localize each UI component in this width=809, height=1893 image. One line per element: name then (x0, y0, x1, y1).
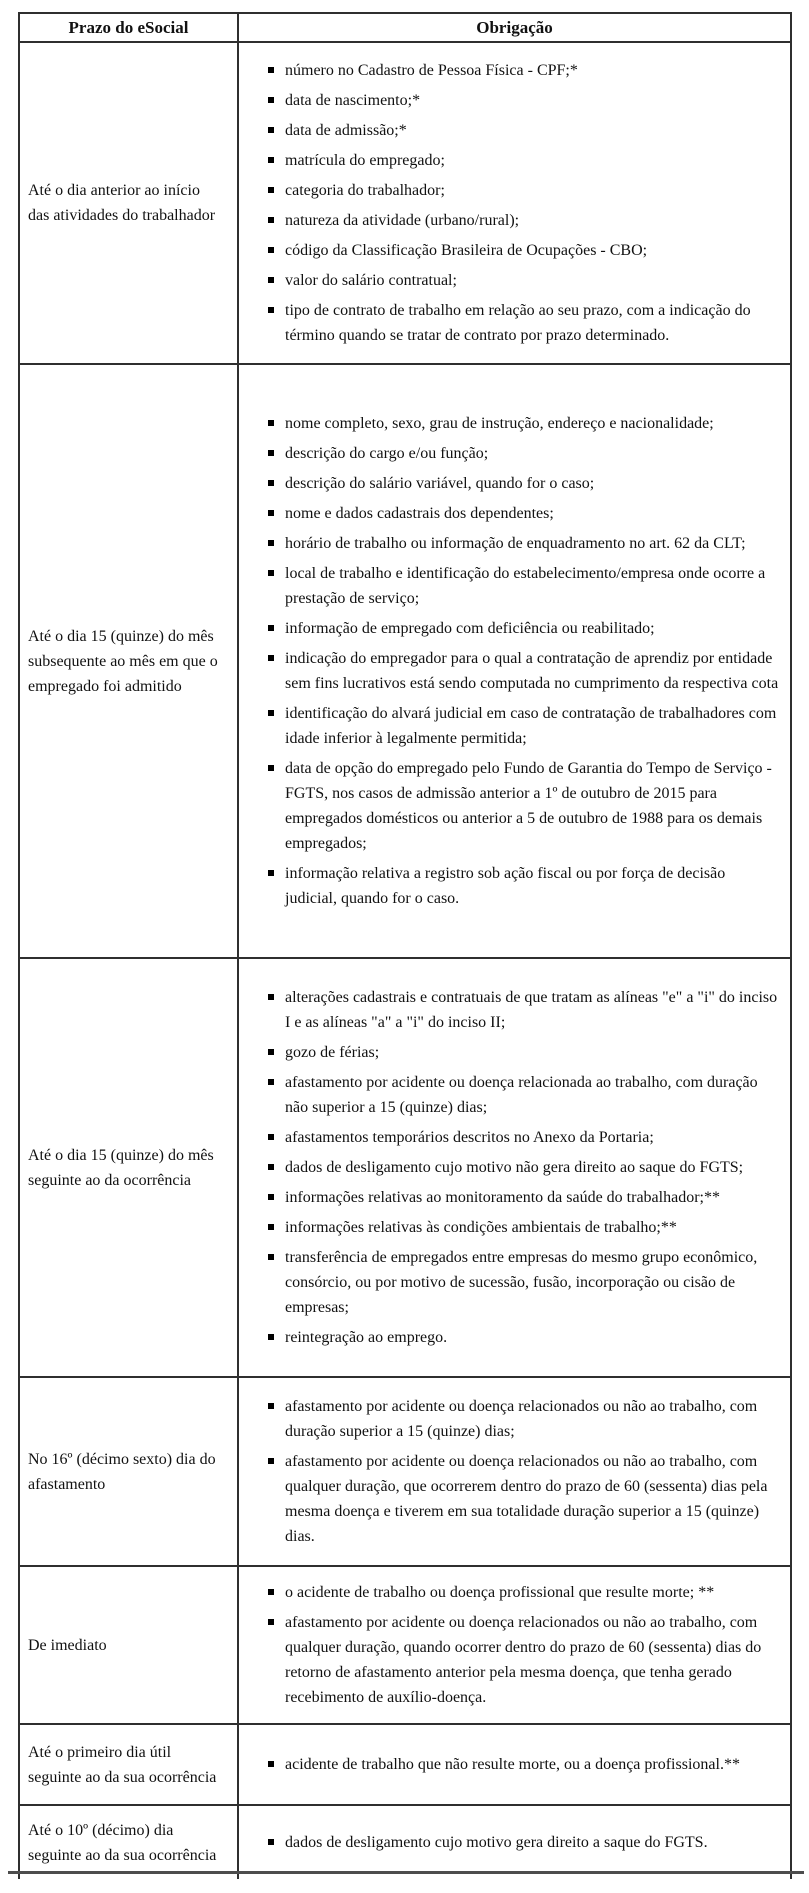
prazo-cell (20, 43, 239, 363)
bullet-square-icon (268, 157, 274, 163)
obrigacao-item-text: indicação do empregador para o qual a contratação de aprendiz por entidade sem fins lucrativos está sendo computada no cumprimento da respectiva cota (285, 650, 779, 692)
obrigacao-item-text: o acidente de trabalho ou doença profissional que resulte morte; ** (285, 1584, 715, 1601)
obrigacao-item (239, 501, 781, 526)
obrigacao-cell (239, 959, 790, 1376)
obrigacao-item-text: informação relativa a registro sob ação fiscal ou por força de decisão judicial, quando for o caso. (285, 865, 726, 907)
bullet-square-icon (268, 97, 274, 103)
table-row (20, 1804, 790, 1879)
obrigacao-item-text: natureza da atividade (urbano/rural); (285, 212, 520, 229)
bullet-square-icon (268, 1079, 274, 1085)
obrigacao-item-text: data de nascimento;* (285, 92, 421, 109)
bullet-square-icon (268, 420, 274, 426)
bullet-square-icon (268, 655, 274, 661)
obrigacao-cell (239, 1567, 790, 1723)
obrigacao-item-text: afastamentos temporários descritos no Anexo da Portaria; (285, 1129, 654, 1146)
obrigacao-cell (239, 1806, 790, 1879)
table-row (20, 41, 790, 363)
obrigacao-cell (239, 1378, 790, 1565)
obrigacao-item (239, 298, 781, 348)
obrigacao-item-text: categoria do trabalhador; (285, 182, 445, 199)
obrigacao-item-text: reintegração ao emprego. (285, 1329, 448, 1346)
bullet-square-icon (268, 1194, 274, 1200)
obrigacao-item (239, 178, 781, 203)
obrigacao-item (239, 616, 781, 641)
page-bottom-rule (8, 1871, 804, 1874)
obrigacao-item (239, 646, 781, 696)
bullet-square-icon (268, 1334, 274, 1340)
obrigacao-item-text: nome completo, sexo, grau de instrução, endereço e nacionalidade; (285, 415, 714, 432)
table-row (20, 363, 790, 957)
obrigacao-item (239, 1830, 781, 1855)
obrigacao-item (239, 1752, 781, 1777)
obrigacao-item-text: nome e dados cadastrais dos dependentes; (285, 505, 554, 522)
obrigacao-item-text: dados de desligamento cujo motivo não gera direito ao saque do FGTS; (285, 1159, 744, 1176)
bullet-square-icon (268, 1254, 274, 1260)
obrigacao-list (239, 411, 781, 911)
obrigacao-item (239, 1610, 781, 1710)
obrigacao-item-text: afastamento por acidente ou doença relacionados ou não ao trabalho, com duração superior a 15 (quinze) dias; (285, 1398, 758, 1440)
prazo-text: No 16º (décimo sexto) dia do afastamento (28, 1450, 216, 1493)
obrigacao-item-text: matrícula do empregado; (285, 152, 445, 169)
obrigacao-item-text: descrição do salário variável, quando for o caso; (285, 475, 595, 492)
obrigacao-item (239, 58, 781, 83)
obrigacao-item (239, 531, 781, 556)
obrigacao-item-text: alterações cadastrais e contratuais de que tratam as alíneas "e" a "i" do inciso I e as alíneas "a" a "i" do inciso II; (285, 989, 778, 1031)
obrigacao-item-text: gozo de férias; (285, 1044, 380, 1061)
obrigacao-item (239, 1185, 781, 1210)
obrigacao-item (239, 88, 781, 113)
column-header-obrigacao-label: Obrigação (476, 18, 553, 37)
obrigacao-item-text: acidente de trabalho que não resulte morte, ou a doença profissional.** (285, 1756, 740, 1773)
column-header-prazo-label: Prazo do eSocial (68, 18, 189, 37)
bullet-square-icon (268, 510, 274, 516)
bullet-square-icon (268, 450, 274, 456)
obrigacao-item (239, 1325, 781, 1350)
bullet-square-icon (268, 247, 274, 253)
obrigacao-list (239, 1580, 781, 1710)
bullet-square-icon (268, 870, 274, 876)
table-body (20, 41, 790, 1879)
prazo-text: Até o primeiro dia útil seguinte ao da sua ocorrência (28, 1743, 217, 1786)
table-row (20, 1565, 790, 1723)
prazo-text: De imediato (28, 1636, 107, 1654)
obrigacao-item-text: número no Cadastro de Pessoa Física - CPF;* (285, 62, 578, 79)
bullet-square-icon (268, 307, 274, 313)
table-row (20, 957, 790, 1376)
bullet-square-icon (268, 1224, 274, 1230)
bullet-square-icon (268, 1589, 274, 1595)
obrigacao-item (239, 756, 781, 856)
prazo-cell (20, 1567, 239, 1723)
prazo-text: Até o dia 15 (quinze) do mês subsequente ao mês em que o empregado foi admitido (28, 627, 218, 695)
obrigacao-item-text: descrição do cargo e/ou função; (285, 445, 489, 462)
obrigacao-item-text: transferência de empregados entre empresas do mesmo grupo econômico, consórcio, ou por motivo de sucessão, fusão, incorporação ou cisão de empresas; (285, 1249, 758, 1316)
prazo-text: Até o dia anterior ao início das atividades do trabalhador (28, 182, 216, 224)
bullet-square-icon (268, 540, 274, 546)
obrigacao-item (239, 118, 781, 143)
prazo-cell (20, 365, 239, 957)
obrigacao-item-text: informação de empregado com deficiência ou reabilitado; (285, 620, 655, 637)
obrigacao-item-text: horário de trabalho ou informação de enquadramento no art. 62 da CLT; (285, 535, 746, 552)
obrigacao-item (239, 1155, 781, 1180)
obrigacao-item (239, 411, 781, 436)
prazo-cell (20, 1806, 239, 1879)
obrigacao-item (239, 701, 781, 751)
obrigacao-item-text: afastamento por acidente ou doença relacionados ou não ao trabalho, com qualquer duração, quando ocorrer dentro do prazo de 60 (sessenta) dias do retorno de afastamento anterior pela mesma doença, que tenha gerado recebimento de auxílio-doença. (285, 1614, 762, 1706)
bullet-square-icon (268, 570, 274, 576)
obrigacao-item (239, 471, 781, 496)
column-header-obrigacao (239, 14, 790, 41)
obrigacao-cell (239, 365, 790, 957)
table-row (20, 1723, 790, 1804)
obrigacao-item (239, 1580, 781, 1605)
obrigacao-item-text: local de trabalho e identificação do estabelecimento/empresa onde ocorre a prestação de serviço; (285, 565, 766, 607)
bullet-square-icon (268, 67, 274, 73)
prazo-cell (20, 1378, 239, 1565)
bullet-square-icon (268, 1134, 274, 1140)
obrigacao-item (239, 208, 781, 233)
bullet-square-icon (268, 1403, 274, 1409)
bullet-square-icon (268, 1164, 274, 1170)
bullet-square-icon (268, 127, 274, 133)
obrigacao-cell (239, 1725, 790, 1804)
bullet-square-icon (268, 1049, 274, 1055)
table-header-row (20, 14, 790, 41)
obrigacao-list (239, 1830, 781, 1855)
bullet-square-icon (268, 1761, 274, 1767)
bullet-square-icon (268, 1839, 274, 1845)
obrigacao-item (239, 561, 781, 611)
obrigacao-item (239, 268, 781, 293)
bullet-square-icon (268, 625, 274, 631)
bullet-square-icon (268, 1619, 274, 1625)
obrigacao-item (239, 441, 781, 466)
obrigacao-list (239, 1752, 781, 1777)
obrigacao-item-text: dados de desligamento cujo motivo gera direito a saque do FGTS. (285, 1834, 708, 1851)
obrigacao-item-text: identificação do alvará judicial em caso de contratação de trabalhadores com idade inferior à legalmente permitida; (285, 705, 777, 747)
prazo-text: Até o 10º (décimo) dia seguinte ao da sua ocorrência (28, 1821, 217, 1864)
obrigacao-item (239, 1215, 781, 1240)
obrigacao-item-text: informações relativas às condições ambientais de trabalho;** (285, 1219, 677, 1236)
obrigacao-item (239, 1449, 781, 1549)
obrigacao-item (239, 1040, 781, 1065)
obrigacao-item (239, 1245, 781, 1320)
obrigacao-item (239, 238, 781, 263)
obrigacao-item (239, 148, 781, 173)
bullet-square-icon (268, 994, 274, 1000)
obrigacao-item-text: data de admissão;* (285, 122, 407, 139)
obrigacao-cell (239, 43, 790, 363)
obrigacao-item-text: valor do salário contratual; (285, 272, 457, 289)
bullet-square-icon (268, 1458, 274, 1464)
prazo-cell (20, 1725, 239, 1804)
obrigacao-item (239, 1070, 781, 1120)
obrigacao-item (239, 861, 781, 911)
obrigacao-list (239, 985, 781, 1350)
obrigacao-list (239, 1394, 781, 1549)
bullet-square-icon (268, 187, 274, 193)
esocial-deadlines-table (18, 12, 792, 1879)
bullet-square-icon (268, 217, 274, 223)
prazo-cell (20, 959, 239, 1376)
obrigacao-item (239, 985, 781, 1035)
obrigacao-item-text: afastamento por acidente ou doença relacionados ou não ao trabalho, com qualquer duração, que ocorrerem dentro do prazo de 60 (sessenta) dias pela mesma doença e tiverem em sua totalidade duração superior a 15 (quinze) dias. (285, 1453, 768, 1545)
obrigacao-item-text: afastamento por acidente ou doença relacionada ao trabalho, com duração não superior a 15 (quinze) dias; (285, 1074, 758, 1116)
bullet-square-icon (268, 710, 274, 716)
prazo-text: Até o dia 15 (quinze) do mês seguinte ao da ocorrência (28, 1146, 214, 1189)
obrigacao-item (239, 1125, 781, 1150)
obrigacao-item-text: tipo de contrato de trabalho em relação ao seu prazo, com a indicação do término quando se tratar de contrato por prazo determinado. (285, 302, 751, 344)
table-row (20, 1376, 790, 1565)
bullet-square-icon (268, 277, 274, 283)
obrigacao-list (239, 58, 781, 348)
obrigacao-item-text: data de opção do empregado pelo Fundo de Garantia do Tempo de Serviço - FGTS, nos casos de admissão anterior a 1º de outubro de 2015 para empregados domésticos ou anterior a 5 de outubro de 1988 para os demais empregados; (285, 760, 772, 852)
bullet-square-icon (268, 480, 274, 486)
column-header-prazo (20, 14, 239, 41)
obrigacao-item-text: informações relativas ao monitoramento da saúde do trabalhador;** (285, 1189, 720, 1206)
bullet-square-icon (268, 765, 274, 771)
obrigacao-item (239, 1394, 781, 1444)
obrigacao-item-text: código da Classificação Brasileira de Ocupações - CBO; (285, 242, 648, 259)
